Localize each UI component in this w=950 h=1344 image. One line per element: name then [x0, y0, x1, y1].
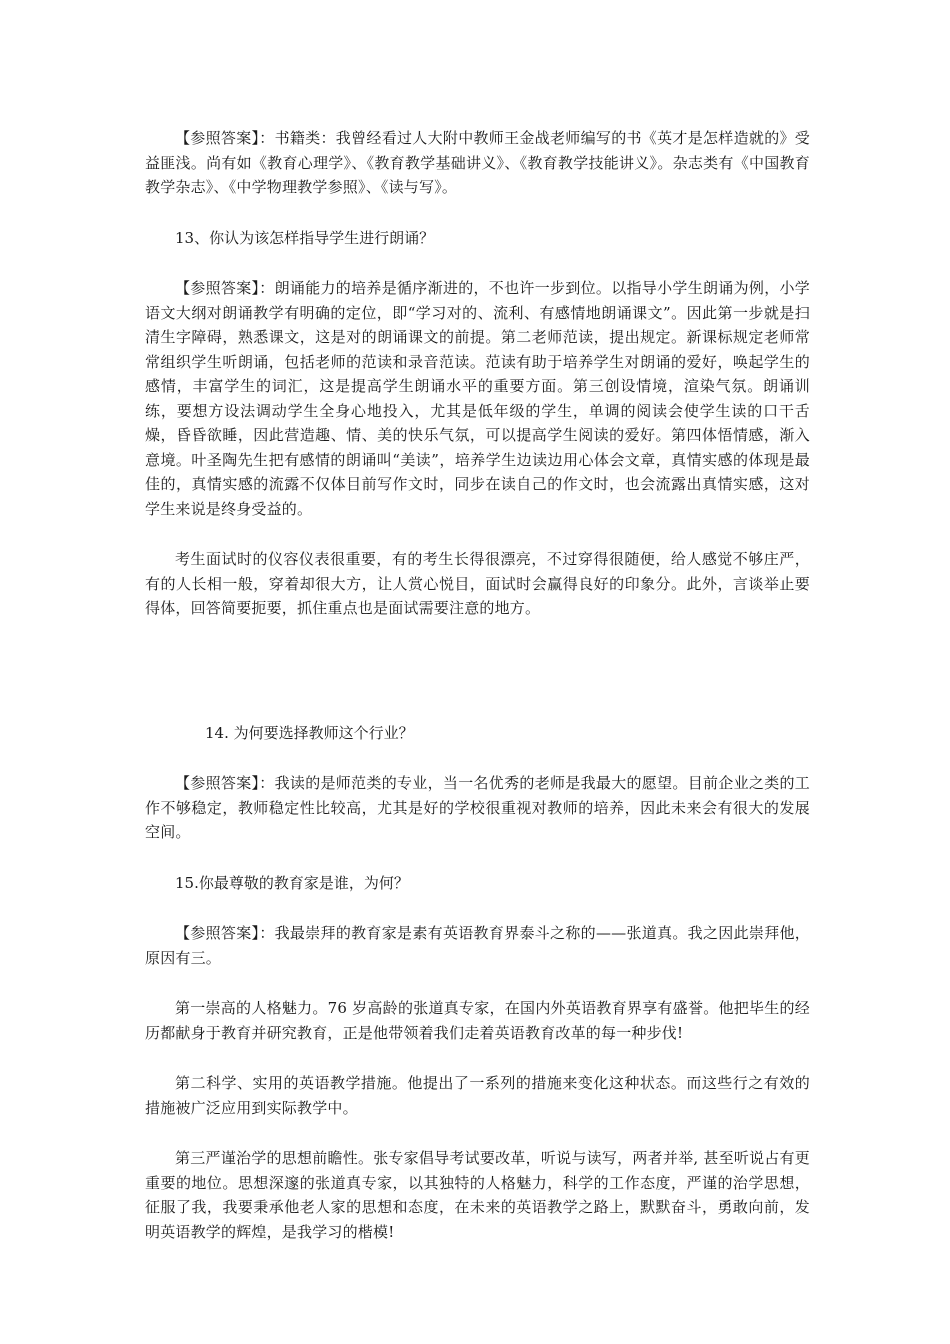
reason-2-paragraph: 第二科学、实用的英语教学措施。他提出了一系列的措施来变化这种状态。而这些行之有效的措施被广泛应用到实际教学中。 — [145, 1074, 810, 1117]
question-13: 13、你认为该怎样指导学生进行朗诵？ — [175, 228, 435, 247]
answer-12-paragraph: 【参照答案】：书籍类：我曾经看过人大附中教师王金战老师编写的书《英才是怎样造就的》受益匪浅。尚有如《教育心理学》、《教育教学基础讲义》、《教育教学技能讲义》。杂志类有《中国教育教学杂志》、《中学物理教学参照》、《读与写》。 — [145, 129, 810, 196]
answer-14-paragraph: 【参照答案】：我读的是师范类的专业，当一名优秀的老师是我最大的愿望。目前企业之类的工作不够稳定，教师稳定性比较高，尤其是好的学校很重视对教师的培养，因此未来会有很大的发展空间。 — [145, 774, 810, 841]
reason-3-paragraph: 第三严谨治学的思想前瞻性。张专家倡导考试要改革，听说与读写，两者并举, 甚至听说占有更重要的地位。思想深邃的张道真专家，以其独特的人格魅力，科学的工作态度，严谨的治学思想，征服了我，我要秉承他老人家的思想和态度，在未来的英语教学之路上，默默奋斗，勇敢向前，发明英语教学的辉煌，是我学习的楷模! — [145, 1149, 810, 1241]
answer-13-paragraph: 【参照答案】：朗诵能力的培养是循序渐进的，不也许一步到位。以指导小学生朗诵为例，小学语文大纲对朗诵教学有明确的定位，即“学习对的、流利、有感情地朗诵课文”。因此第一步就是扫清生字障碍，熟悉课文，这是对的朗诵课文的前提。第二老师范读，提出规定。新课标规定老师常常组织学生听朗诵，包括老师的范读和录音范读。范读有助于培养学生对朗诵的爱好，唤起学生的感情，丰富学生的词汇，这是提高学生朗诵水平的重要方面。第三创设情境，渲染气氛。朗诵训练，要想方设法调动学生全身心地投入，尤其是低年级的学生，单调的阅读会使学生读的口干舌燥，昏昏欲睡，因此营造趣、情、美的快乐气氛，可以提高学生阅读的爱好。第四体悟情感，渐入意境。叶圣陶先生把有感情的朗诵叫“美读”，培养学生边读边用心体会文章，真情实感的体现是最佳的，真情实感的流露不仅体目前写作文时，同步在读自己的作文时，也会流露出真情实感，这对学生来说是终身受益的。 — [145, 279, 810, 518]
reason-1-paragraph: 第一崇高的人格魅力。76 岁高龄的张道真专家，在国内外英语教育界享有盛誉。他把毕生的经历都献身于教育并研究教育，正是他带领着我们走着英语教育改革的每一种步伐! — [145, 999, 810, 1042]
question-15: 15.你最尊敬的教育家是谁，为何？ — [175, 873, 409, 892]
interview-tips-paragraph: 考生面试时的仪容仪表很重要，有的考生长得很漂亮，不过穿得很随便，给人感觉不够庄严，有的人长相一般，穿着却很大方，让人赏心悦目，面试时会赢得良好的印象分。此外，言谈举止要得体，回答简要扼要，抓住重点也是面试需要注意的地方。 — [145, 550, 810, 617]
question-14: 14. 为何要选择教师这个行业？ — [205, 723, 414, 742]
document-page — [145, 126, 810, 1244]
answer-15-paragraph: 【参照答案】：我最崇拜的教育家是素有英语教育界泰斗之称的——张道真。我之因此崇拜他，原因有三。 — [145, 924, 810, 967]
